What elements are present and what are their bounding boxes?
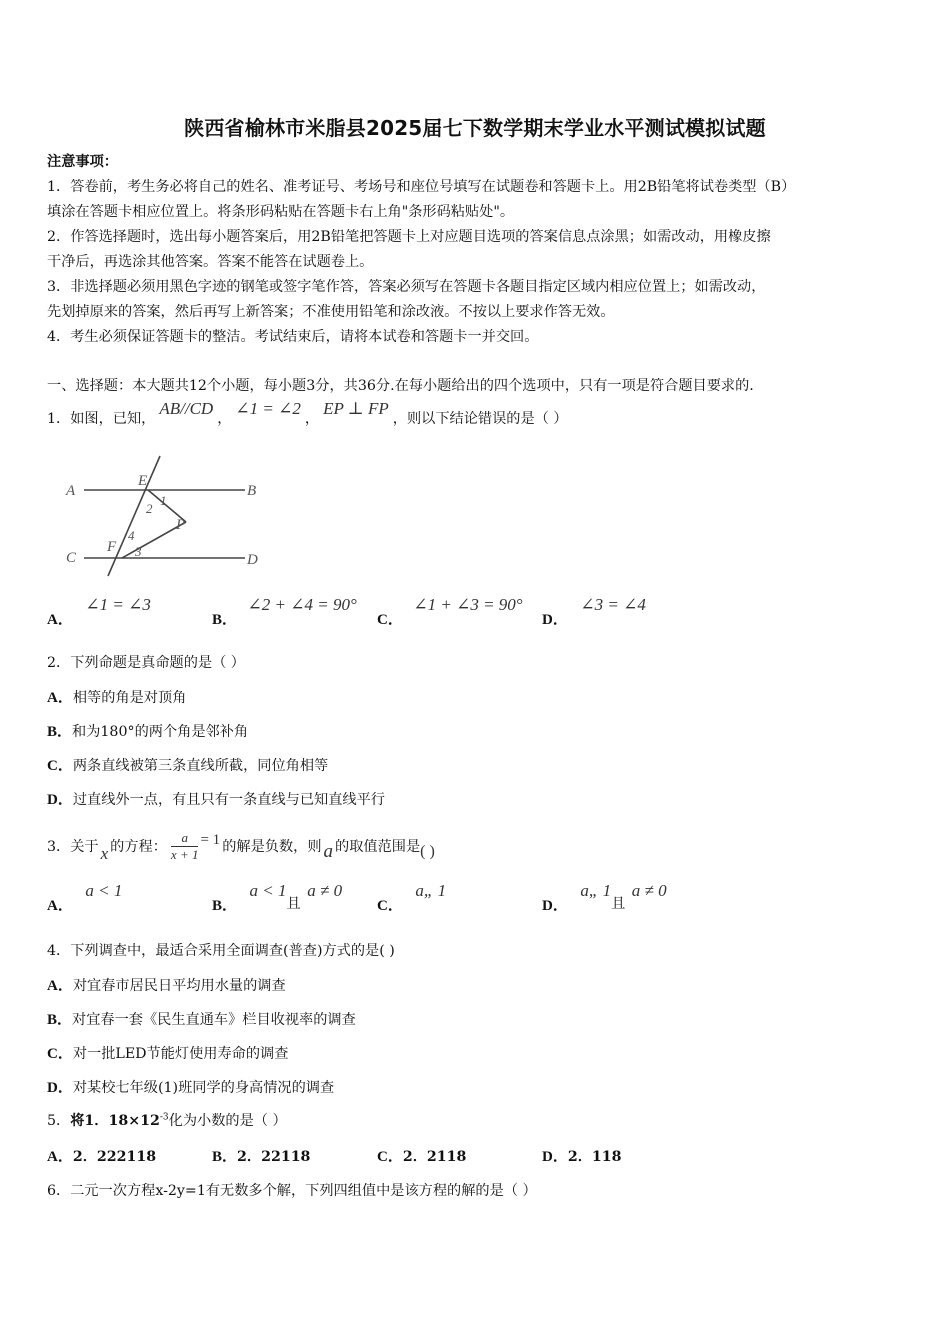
- option-a[interactable]: A． a < 1: [47, 881, 123, 914]
- option-a[interactable]: A．2．222118: [47, 1149, 157, 1165]
- option-a[interactable]: A．相等的角是对顶角: [47, 690, 187, 706]
- notice-heading: 注意事项：: [47, 154, 118, 170]
- angle-label-1: 1: [160, 493, 167, 508]
- option-b[interactable]: B．对宜春一套《民生直通车》栏目收视率的调查: [47, 1012, 356, 1028]
- question-6-stem: 6．二元一次方程x-2y=1有无数多个解，下列四组值中是该方程的解的是（ ）: [47, 1183, 537, 1199]
- option-a[interactable]: A．对宜春市居民日平均用水量的调查: [47, 978, 286, 994]
- variable-a: a: [323, 841, 334, 862]
- point-label-c: C: [66, 550, 77, 566]
- point-label-b: B: [247, 483, 257, 499]
- math-expression: ∠1 = ∠2: [235, 399, 301, 418]
- separator: ，: [304, 411, 320, 427]
- question-2-stem: 2．下列命题是真命题的是（ ）: [47, 655, 245, 671]
- option-c[interactable]: C．2．2118: [377, 1149, 467, 1165]
- angle-label-2: 2: [146, 501, 153, 516]
- option-c[interactable]: C． ∠1 + ∠3 = 90°: [377, 595, 523, 628]
- question-4-stem: 4．下列调查中，最适合采用全面调查(普查)方式的是( ): [47, 943, 395, 959]
- option-a[interactable]: A． ∠1 = ∠3: [47, 595, 151, 628]
- option-d[interactable]: D．2．118: [542, 1149, 622, 1165]
- point-label-f: F: [107, 539, 117, 555]
- option-b[interactable]: B．和为180°的两个角是邻补角: [47, 724, 249, 740]
- option-d[interactable]: D． a„ 1且 a ≠ 0: [542, 881, 667, 914]
- math-expression: AB//CD: [159, 399, 214, 418]
- question-text: 如图，已知，: [70, 411, 156, 427]
- point-label-e: E: [138, 473, 148, 489]
- angle-label-3: 3: [135, 544, 142, 559]
- page-title: 陕西省榆林市米脂县2025届七下数学期末学业水平测试模拟试题: [184, 116, 766, 140]
- variable-x: x: [100, 844, 109, 863]
- notice-line: 4．考生必须保证答题卡的整洁。考试结束后，请将本试卷和答题卡一并交回。: [47, 329, 539, 345]
- question-3-stem: 3． 关于 x 的方程： $\frac{a}{x + 1}$ = 1 的解是负数，则 a 的取值范围是 ( ): [47, 829, 435, 863]
- notice-line: 2．作答选择题时，选出每小题答案后，用2B铅笔把答题卡上对应题目选项的答案信息点涂黑；如需改动，用橡皮擦: [47, 229, 771, 245]
- point-label-a: A: [66, 483, 76, 499]
- option-b[interactable]: B． a < 1且 a ≠ 0: [212, 881, 343, 914]
- angle-label-4: 4: [128, 528, 135, 543]
- fraction: $\frac{a}{x + 1}$: [170, 829, 199, 862]
- point-label-p: P: [176, 517, 186, 533]
- option-d[interactable]: D．对某校七年级(1)班同学的身高情况的调查: [47, 1080, 335, 1096]
- notice-line: 1．答卷前，考生务必将自己的姓名、准考证号、考场号和座位号填写在试题卷和答题卡上。用2B铅笔将试卷类型（B）: [47, 179, 796, 195]
- notice-line: 填涂在答题卡相应位置上。将条形码粘贴在答题卡右上角"条形码粘贴处"。: [47, 204, 515, 220]
- question-text: ，则以下结论错误的是（ ）: [392, 411, 568, 427]
- notice-line: 3．非选择题必须用黑色字迹的钢笔或签字笔作答，答案必须写在答题卡各题目指定区域内相应位置上；如需改动，: [47, 279, 766, 295]
- option-b[interactable]: B． ∠2 + ∠4 = 90°: [212, 595, 357, 628]
- option-d[interactable]: D． ∠3 = ∠4: [542, 595, 646, 628]
- point-label-d: D: [247, 552, 258, 568]
- option-c[interactable]: C． a„ 1: [377, 881, 447, 914]
- separator: ，: [217, 411, 232, 427]
- question-5-stem: 5．将1．$18\times 12^{-3}$化为小数的是（ ）: [47, 1112, 287, 1129]
- question-1-stem: [47, 398, 568, 438]
- math-expression: EP ⊥ FP: [323, 399, 389, 418]
- notice-line: 干净后，再选涂其他答案。答案不能答在试题卷上。: [47, 254, 374, 270]
- option-d[interactable]: D．过直线外一点，有且只有一条直线与已知直线平行: [47, 792, 385, 808]
- option-b[interactable]: B．2．22118: [212, 1149, 311, 1165]
- option-c[interactable]: C．对一批LED节能灯使用寿命的调查: [47, 1046, 289, 1062]
- question-number: 1．: [47, 411, 71, 427]
- option-c[interactable]: C．两条直线被第三条直线所截，同位角相等: [47, 758, 329, 774]
- notice-line: 先划掉原来的答案，然后再写上新答案；不准使用铅笔和涂改液。不按以上要求作答无效。: [47, 304, 615, 320]
- geometry-figure: [60, 452, 275, 582]
- section-heading: 一、选择题：本大题共12个小题，每小题3分，共36分.在每小题给出的四个选项中，只有一项是符合题目要求的.: [47, 378, 754, 394]
